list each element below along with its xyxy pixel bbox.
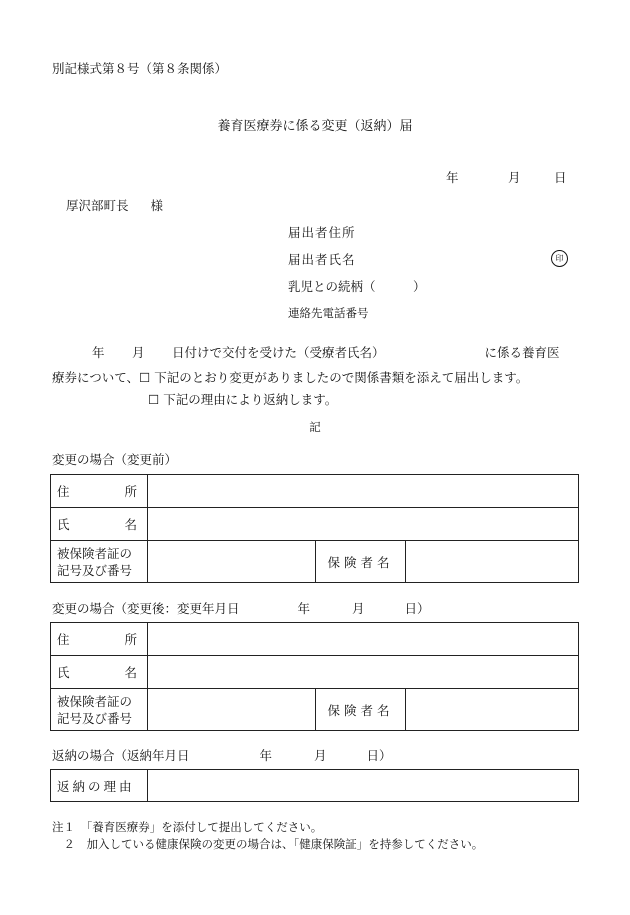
note-1: 注１ 「養育医療券」を添付して提出してください。 bbox=[52, 820, 323, 834]
after-address-label: 住 所 bbox=[51, 623, 148, 656]
change-text: 下記のとおり変更がありましたので関係書類を添えて届出します。 bbox=[154, 370, 529, 385]
seal-mark-icon: 印 bbox=[551, 250, 568, 267]
body-line-1 bbox=[52, 347, 560, 360]
before-insurer-field[interactable] bbox=[406, 541, 579, 583]
date-year-label: 年 bbox=[446, 170, 459, 185]
body-month: 月 bbox=[132, 345, 145, 360]
phone-label: 連絡先電話番号 bbox=[288, 306, 369, 320]
before-insured-label: 被保険者証の 記号及び番号 bbox=[51, 541, 148, 583]
date-day-label: 日 bbox=[554, 170, 567, 185]
after-insurer-field[interactable] bbox=[406, 689, 579, 731]
addressee-name: 厚沢部町長 bbox=[66, 198, 129, 213]
form-number: 別記様式第８号（第８条関係） bbox=[52, 61, 228, 76]
before-address-field[interactable] bbox=[148, 475, 579, 508]
applicant-name-label: 届出者氏名 bbox=[288, 252, 356, 267]
ki-heading: 記 bbox=[309, 420, 321, 434]
section-before-heading: 変更の場合（変更前） bbox=[52, 452, 178, 467]
return-reason-label: 返納の理由 bbox=[51, 770, 148, 802]
addressee-honorific: 様 bbox=[150, 198, 164, 213]
body-line-3 bbox=[148, 394, 337, 407]
before-insured-field[interactable] bbox=[148, 541, 316, 583]
addressee bbox=[66, 200, 163, 213]
body-prefix: 療券について、 bbox=[52, 370, 140, 385]
body-line-2 bbox=[52, 372, 528, 385]
return-text: 下記の理由により返納します。 bbox=[163, 392, 338, 407]
applicant-address-label: 届出者住所 bbox=[288, 225, 356, 240]
return-reason-field[interactable] bbox=[148, 770, 579, 802]
page-title: 養育医療券に係る変更（返納）届 bbox=[217, 119, 413, 134]
after-name-field[interactable] bbox=[148, 656, 579, 689]
after-insurer-label: 保険者名 bbox=[316, 689, 406, 731]
before-insurer-label: 保険者名 bbox=[316, 541, 406, 583]
after-insured-label: 被保険者証の 記号及び番号 bbox=[51, 689, 148, 731]
before-address-label: 住 所 bbox=[51, 475, 148, 508]
body-year: 年 bbox=[92, 345, 105, 360]
change-checkbox[interactable]: ☐ bbox=[139, 370, 151, 385]
relation-label: 乳児との続柄（ ） bbox=[288, 279, 426, 294]
section-after-heading: 変更の場合（変更後：変更年月日 年 月 日） bbox=[52, 601, 430, 616]
note-2: ２ 加入している健康保険の変更の場合は、「健康保険証」を持参してください。 bbox=[52, 837, 484, 851]
body-mid: 日付けで交付を受けた（受療者氏名） bbox=[172, 345, 385, 360]
date-month-label: 月 bbox=[508, 170, 521, 185]
section-return-heading: 返納の場合（返納年月日 年 月 日） bbox=[52, 748, 392, 763]
after-name-label: 氏 名 bbox=[51, 656, 148, 689]
body-end: に係る養育医 bbox=[484, 345, 560, 360]
after-address-field[interactable] bbox=[148, 623, 579, 656]
after-table bbox=[50, 622, 579, 731]
after-insured-field[interactable] bbox=[148, 689, 316, 731]
before-table bbox=[50, 474, 579, 583]
return-table bbox=[50, 769, 579, 802]
return-checkbox[interactable]: ☐ bbox=[148, 392, 160, 407]
before-name-label: 氏 名 bbox=[51, 508, 148, 541]
before-name-field[interactable] bbox=[148, 508, 579, 541]
